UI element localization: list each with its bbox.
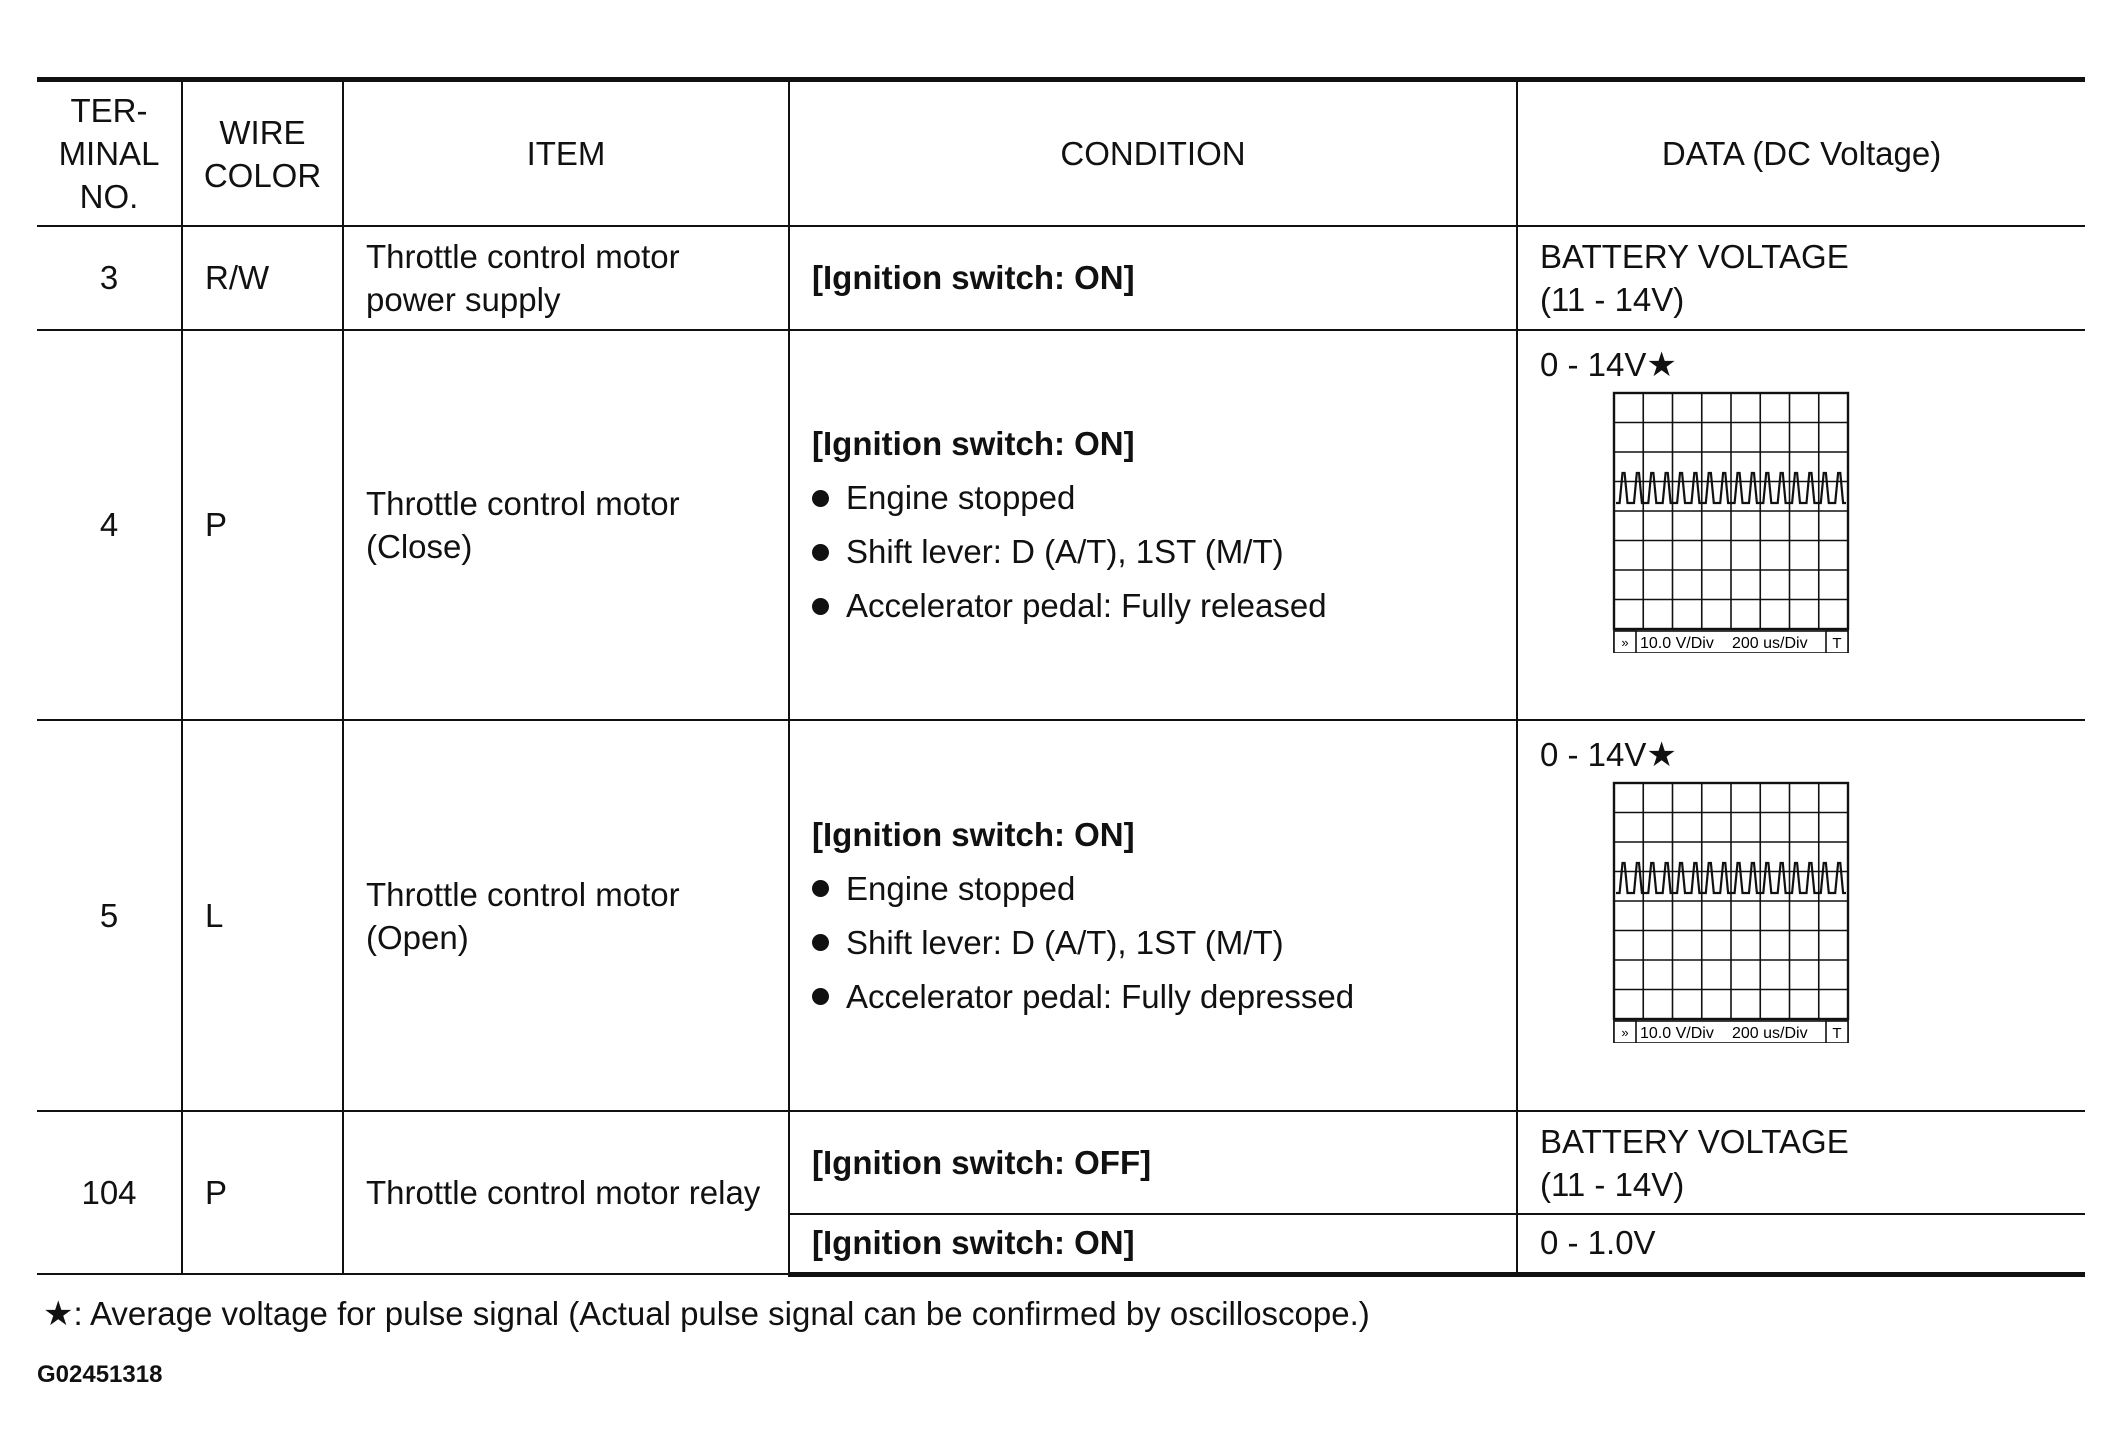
item-line: Throttle control motor — [366, 485, 680, 522]
header-terminal-line: NO. — [79, 178, 139, 215]
condition-cell — [789, 720, 1517, 1111]
data-value — [1540, 345, 2063, 385]
scope-grid — [1614, 393, 1848, 629]
item-cell — [343, 330, 789, 720]
terminal-cell: 104 — [37, 1111, 182, 1274]
star-icon: ★ — [43, 1295, 74, 1333]
condition-title: [Ignition switch: ON] — [812, 815, 1135, 853]
header-data: DATA (DC Voltage) — [1517, 80, 2085, 227]
data-value — [1540, 735, 2063, 775]
bullet-text: Accelerator pedal: Fully depressed — [846, 977, 1355, 1015]
item-line: power supply — [366, 281, 561, 318]
bullet-dot-icon — [812, 544, 829, 561]
scope-trigger: T — [1832, 1025, 1842, 1042]
item-cell: Throttle control motor relay — [343, 1111, 789, 1274]
header-wire-line: COLOR — [203, 156, 322, 194]
condition-bullet — [812, 970, 1494, 1024]
data-line: 0 - 1.0V — [1540, 1224, 1656, 1262]
header-wire-line: WIRE — [219, 113, 306, 151]
data-cell — [1517, 1111, 2085, 1214]
table-row — [37, 720, 2085, 1111]
scope-volt-div: 10.0 V/Div — [1640, 1025, 1714, 1042]
data-cell — [1517, 226, 2085, 330]
bullet-dot-icon — [812, 490, 829, 507]
wire-color-cell: L — [182, 720, 343, 1111]
item-line: (Close) — [366, 528, 473, 565]
condition-cell — [789, 1214, 1517, 1274]
item-line: Throttle control motor — [366, 238, 680, 275]
item-cell — [343, 720, 789, 1111]
scope-time-div: 200 us/Div — [1732, 1025, 1808, 1042]
scope-arrow-label: » — [1621, 635, 1629, 650]
bullet-dot-icon — [812, 598, 829, 615]
table-row — [37, 226, 2085, 330]
condition-title: [Ignition switch: OFF] — [812, 1143, 1152, 1181]
terminal-spec-table — [37, 77, 2085, 1277]
header-condition: CONDITION — [789, 80, 1517, 227]
scope-grid — [1614, 783, 1848, 1019]
terminal-cell: 3 — [37, 226, 182, 330]
terminal-cell: 5 — [37, 720, 182, 1111]
footnote-text: : Average voltage for pulse signal (Actual pulse signal can be confirmed by oscilloscope.) — [73, 1295, 1370, 1332]
wire-color-cell: P — [182, 330, 343, 720]
condition-title: [Ignition switch: ON] — [812, 259, 1135, 296]
terminal-cell: 4 — [37, 330, 182, 720]
bullet-dot-icon — [812, 934, 829, 951]
bullet-text: Shift lever: D (A/T), 1ST (M/T) — [846, 533, 1284, 570]
data-value-text: 0 - 14V — [1540, 736, 1647, 773]
data-cell — [1517, 330, 2085, 720]
header-terminal-line: TER- — [70, 92, 148, 129]
star-icon: ★ — [1646, 346, 1677, 384]
condition-title: [Ignition switch: ON] — [812, 425, 1135, 462]
bullet-dot-icon — [812, 880, 829, 897]
bullet-text: Engine stopped — [846, 869, 1076, 907]
star-icon: ★ — [1646, 736, 1677, 774]
scope-trigger: T — [1832, 635, 1842, 652]
data-line: (11 - 14V) — [1540, 281, 1685, 318]
item-line: Throttle control motor — [366, 875, 680, 913]
bullet-text: Accelerator pedal: Fully released — [846, 587, 1327, 624]
condition-title: [Ignition switch: ON] — [812, 1224, 1135, 1262]
data-value-text: 0 - 14V — [1540, 346, 1647, 383]
oscilloscope-waveform-icon — [1612, 781, 1852, 1043]
header-item: ITEM — [343, 80, 789, 227]
data-cell — [1517, 720, 2085, 1111]
header-row — [37, 80, 2085, 227]
data-line: BATTERY VOLTAGE — [1540, 1122, 1849, 1160]
table-row — [37, 1111, 2085, 1214]
item-cell — [343, 226, 789, 330]
header-terminal-line: MINAL — [58, 135, 160, 172]
scope-arrow-label: » — [1621, 1025, 1629, 1040]
condition-bullet — [812, 579, 1494, 633]
scope-time-div: 200 us/Div — [1732, 635, 1808, 652]
wire-color-cell: P — [182, 1111, 343, 1274]
oscilloscope-waveform-icon — [1612, 391, 1852, 653]
condition-bullet — [812, 471, 1494, 525]
data-line: (11 - 14V) — [1540, 1165, 1685, 1203]
bullet-dot-icon — [812, 988, 829, 1005]
condition-bullet — [812, 862, 1494, 916]
header-wire-color — [182, 80, 343, 227]
footnote — [43, 1294, 1370, 1334]
item-line: (Open) — [366, 918, 469, 956]
scope-volt-div: 10.0 V/Div — [1640, 635, 1714, 652]
condition-cell — [789, 1111, 1517, 1214]
condition-bullet — [812, 525, 1494, 579]
table-row — [37, 330, 2085, 720]
condition-cell — [789, 226, 1517, 330]
header-terminal-no — [37, 80, 182, 227]
condition-bullet — [812, 916, 1494, 970]
data-line: BATTERY VOLTAGE — [1540, 238, 1849, 275]
bullet-text: Shift lever: D (A/T), 1ST (M/T) — [846, 923, 1284, 961]
data-cell — [1517, 1214, 2085, 1274]
wire-color-cell: R/W — [182, 226, 343, 330]
bullet-text: Engine stopped — [846, 479, 1076, 516]
condition-cell — [789, 330, 1517, 720]
figure-id: G02451318 — [37, 1361, 163, 1388]
